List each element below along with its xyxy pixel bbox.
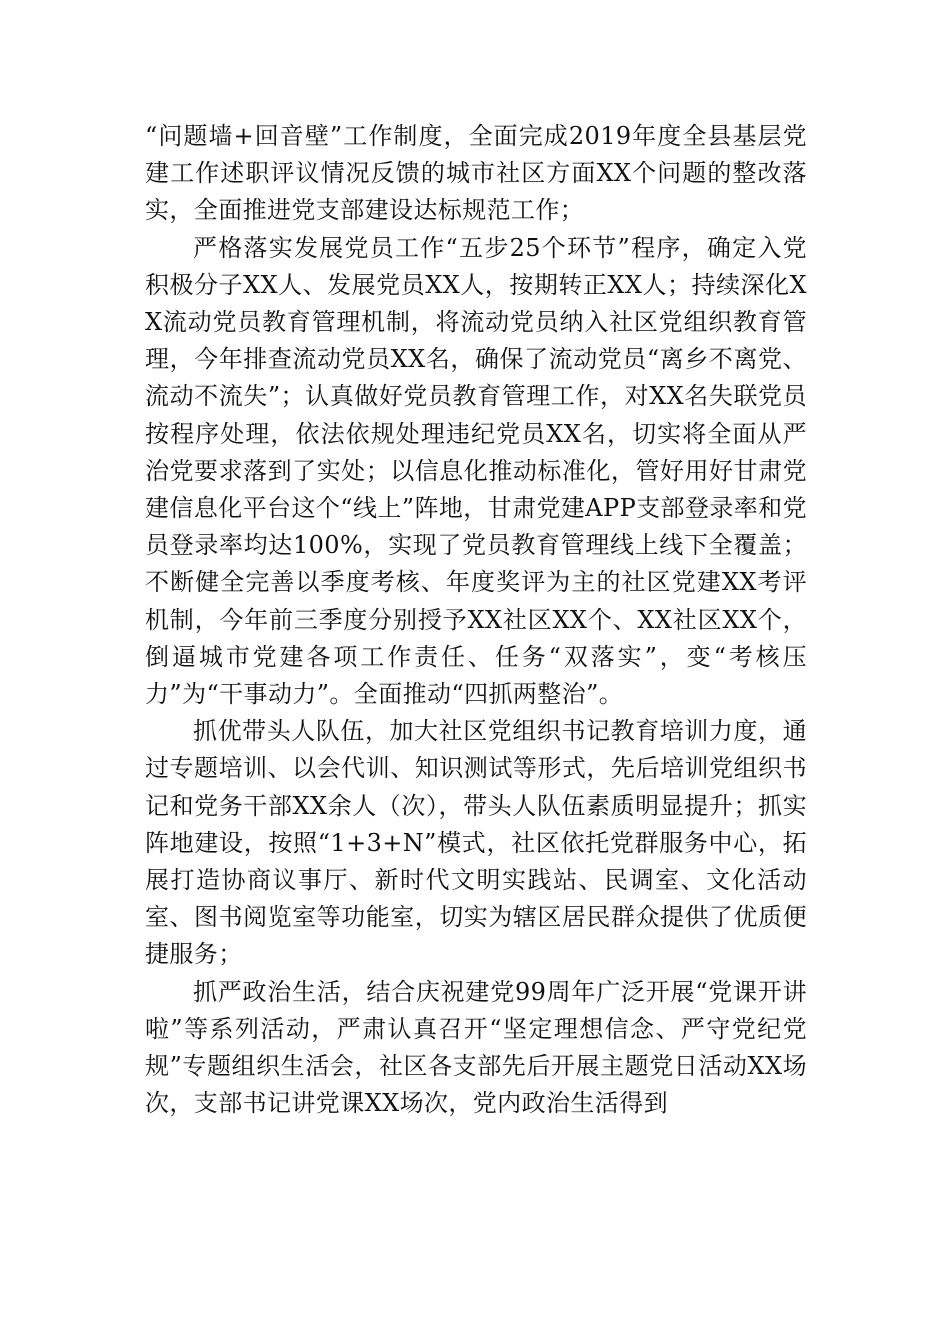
paragraph-2: 严格落实发展党员工作“五步25个环节”程序，确定入党积极分子XX人、发展党员XX人，按期转正XX人；持续深化XX流动党员教育管理机制，将流动党员纳入社区党组织教育管理，今年排查流动党员XX名，确保了流动党员“离乡不离党、流动不流失”；认真做好党员教育管理工作，对XX名失联党员按程序处理，依法依规处理违纪党员XX名，切实将全面从严治党要求落到了实处；以信息化推动标准化，管好用好甘肃党建信息化平台这个“线上”阵地，甘肃党建APP支部登录率和党员登录率均达100%，实现了党员教育管理线上线下全覆盖；不断健全完善以季度考核、年度奖评为主的社区党建XX考评机制，今年前三季度分别授予XX社区XX个、XX社区XX个，倒逼城市党建各项工作责任、任务“双落实”，变“考核压力”为“干事动力”。全面推动“四抓两整治”。 — [145, 233, 807, 709]
paragraph-3: 抓优带头人队伍，加大社区党组织书记教育培训力度，通过专题培训、以会代训、知识测试等形式，先后培训党组织书记和党务干部XX余人（次），带头人队伍素质明显提升；抓实阵地建设，按照“1+3+N”模式，社区依托党群服务中心，拓展打造协商议事厅、新时代文明实践站、民调室、文化活动室、图书阅览室等功能室，切实为辖区居民群众提供了优质便捷服务； — [145, 717, 807, 969]
paragraph-4: 抓严政治生活，结合庆祝建党99周年广泛开展“党课开讲啦”等系列活动，严肃认真召开“坚定理想信念、严守党纪党规”专题组织生活会，社区各支部先后开展主题党日活动XX场次，支部书记讲党课XX场次，党内政治生活得到 — [145, 977, 807, 1118]
paragraph-1: “问题墙+回音壁”工作制度，全面完成2019年度全县基层党建工作述职评议情况反馈的城市社区方面XX个问题的整改落实，全面推进党支部建设达标规范工作； — [145, 122, 807, 225]
document-page — [145, 118, 807, 1122]
